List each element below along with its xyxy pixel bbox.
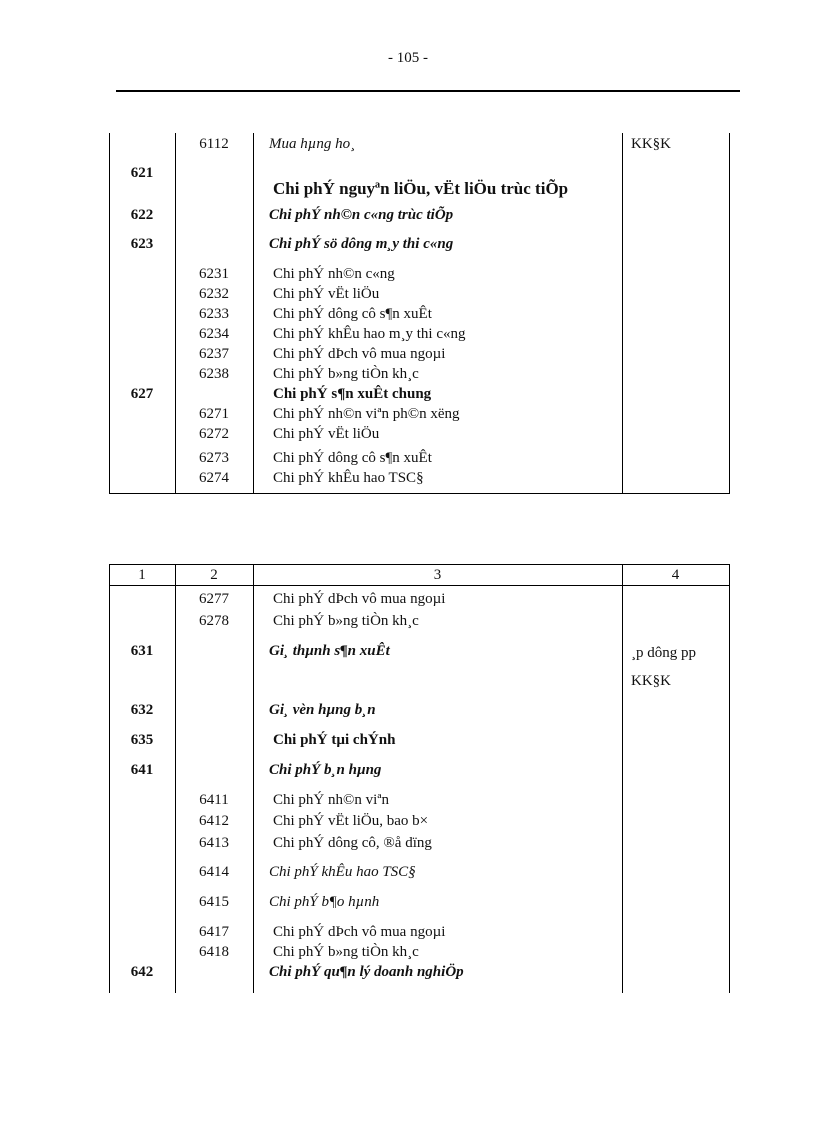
account-number: 627: [130, 386, 154, 402]
account-name: Chi phÝ dÞch vô mua ngoµi: [273, 346, 446, 362]
account-name: Chi phÝ b»ng tiÒn kh¸c: [273, 944, 419, 960]
account-name: Chi phÝ s¶n xuÊt chung: [273, 386, 432, 402]
account-name: Gi¸ thµnh s¶n xuÊt: [269, 643, 390, 659]
column-divider: [253, 564, 254, 993]
account-name: Gi¸ vèn hµng b¸n: [269, 702, 376, 718]
account-name: Chi phÝ vËt liÖu, bao b×: [273, 813, 429, 829]
page-number: - 105 -: [388, 50, 428, 66]
account-name: Chi phÝ dÞch vô mua ngoµi: [273, 924, 446, 940]
subaccount-number: 6238: [199, 366, 229, 382]
account-name: Chi phÝ dông cô s¶n xuÊt: [273, 450, 432, 466]
account-note: KK§K: [631, 673, 671, 689]
account-number: 631: [130, 643, 154, 659]
account-number: 622: [130, 207, 154, 223]
account-note: ¸p dông pp: [631, 645, 696, 661]
subaccount-number: 6418: [199, 944, 229, 960]
account-name: Chi phÝ dÞch vô mua ngoµi: [273, 591, 446, 607]
subaccount-number: 6233: [199, 306, 229, 322]
subaccount-number: 6237: [199, 346, 229, 362]
account-name: Chi phÝ b¶o hµnh: [269, 894, 380, 910]
account-name: Chi phÝ b¸n hµng: [269, 762, 382, 778]
subaccount-number: 6273: [199, 450, 229, 466]
account-name: Chi phÝ vËt liÖu: [273, 286, 380, 302]
subaccount-number: 6234: [199, 326, 229, 342]
column-header: 2: [210, 567, 218, 583]
account-number: 642: [130, 964, 154, 980]
subaccount-number: 6271: [199, 406, 229, 422]
column-header: 4: [671, 567, 680, 583]
subaccount-number: 6277: [199, 591, 229, 607]
column-header: 3: [433, 567, 442, 583]
subaccount-number: 6411: [199, 792, 229, 808]
header-rule: [116, 90, 740, 92]
account-number: 641: [130, 762, 154, 778]
column-divider: [253, 133, 254, 494]
table-top-border: [109, 564, 730, 565]
table-border: [729, 133, 730, 494]
account-name: Chi phÝ vËt liÖu: [273, 426, 380, 442]
account-number: 632: [130, 702, 154, 718]
account-name: Chi phÝ b»ng tiÒn kh¸c: [273, 613, 419, 629]
account-name: Chi phÝ khÊu hao m¸y thi c«ng: [273, 326, 466, 342]
subaccount-number: 6417: [199, 924, 229, 940]
account-table-1: [109, 133, 730, 494]
account-name: Chi phÝ tµi chÝnh: [273, 732, 396, 748]
account-name: Chi phÝ dông cô, ®å dïng: [273, 835, 432, 851]
account-name: Chi phÝ khÊu hao TSC§: [273, 470, 424, 486]
account-number: 621: [130, 165, 154, 181]
subaccount-number: 6231: [199, 266, 229, 282]
account-name: Chi phÝ nh©n c«ng trùc tiÕp: [269, 207, 454, 223]
account-name: Chi phÝ nh©n viªn: [273, 792, 389, 808]
account-name: Chi phÝ nguyªn liÖu, vËt liÖu trùc tiÕp: [273, 179, 569, 198]
account-name: Chi phÝ qu¶n lý doanh nghiÖp: [269, 964, 464, 980]
subaccount-number: 6272: [199, 426, 229, 442]
subaccount-number: 6112: [199, 136, 229, 152]
account-table-2: [109, 564, 730, 993]
account-number: 635: [130, 732, 154, 748]
table-border: [729, 564, 730, 993]
subaccount-number: 6232: [199, 286, 229, 302]
account-name: Mua hµng ho¸: [269, 136, 356, 152]
subaccount-number: 6278: [199, 613, 229, 629]
account-note: KK§K: [631, 136, 671, 152]
subaccount-number: 6415: [199, 894, 229, 910]
account-number: 623: [130, 236, 154, 252]
subaccount-number: 6274: [199, 470, 229, 486]
subaccount-number: 6412: [199, 813, 229, 829]
table-bottom-border: [109, 493, 730, 494]
account-name: Chi phÝ nh©n viªn ph©n xëng: [273, 406, 460, 422]
account-name: Chi phÝ b»ng tiÒn kh¸c: [273, 366, 419, 382]
account-name: Chi phÝ khÊu hao TSC§: [269, 864, 416, 880]
table-border: [109, 133, 110, 494]
header-row-border: [109, 585, 730, 586]
account-name: Chi phÝ sö dông m¸y thi c«ng: [269, 236, 454, 252]
column-divider: [622, 564, 623, 993]
column-header: 1: [138, 567, 146, 583]
subaccount-number: 6414: [199, 864, 229, 880]
account-name: Chi phÝ dông cô s¶n xuÊt: [273, 306, 432, 322]
account-name: Chi phÝ nh©n c«ng: [273, 266, 395, 282]
subaccount-number: 6413: [199, 835, 229, 851]
column-divider: [622, 133, 623, 494]
